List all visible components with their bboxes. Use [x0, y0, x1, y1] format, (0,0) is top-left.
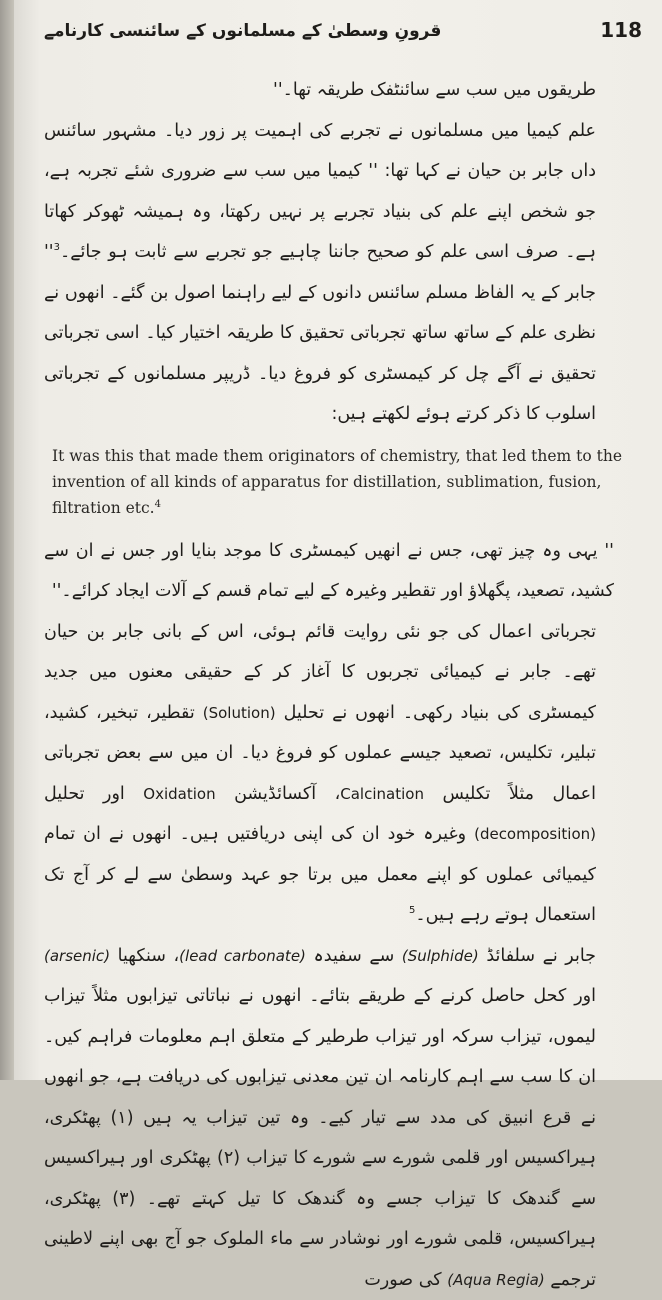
urdu-translation-quote: [44, 531, 640, 612]
paragraph-3-text-b: تقطیر، تبخیر، کشید، تبلیر، تکلیس، تصعید جیسے عملوں کو فروغ دیا۔ ان میں سے بعض تجرباتی اعمال مثلاً تکلیس: [44, 703, 596, 804]
paragraph-4: [44, 936, 640, 1300]
paragraph-3-text-e: وغیرہ خود ان کی اپنی دریافتیں ہیں۔ انھوں نے ان تمام کیمیائی عملوں کو اپنے معمل میں برتا جو عہد وسطیٰ سے لے کر آج تک استعمال ہوتے رہے ہیں۔: [44, 824, 596, 925]
book-page: [14, 0, 662, 1080]
term-arsenic: (arsenic): [44, 947, 110, 965]
term-decomposition: (decomposition): [474, 825, 596, 843]
term-sulphide: (Sulphide): [402, 947, 479, 965]
term-lead-carbonate: (lead carbonate): [179, 947, 306, 965]
paragraph-2: [44, 111, 640, 435]
paragraph-3-text-d: اور تحلیل: [44, 784, 125, 804]
footnote-ref-4: 4: [155, 498, 161, 509]
book-spine-shadow: [0, 0, 14, 1080]
paragraph-1-text: طریقوں میں سب سے سائنٹفک طریقہ تھا۔'': [273, 80, 596, 100]
term-oxidation: Oxidation: [143, 785, 215, 803]
paragraph-3-text-c: ، آکسائڈیشن: [234, 784, 340, 804]
term-aqua-regia: (Aqua Regia): [447, 1271, 545, 1289]
term-solution: (Solution): [203, 704, 276, 722]
paragraph-3-text-a: تجرباتی اعمال کی جو نئی روایت قائم ہوئی، اس کے بانی جابر بن حیان تھے۔ جابر نے کیمیائی تجربوں کا آغاز کر کے حقیقی معنوں میں جدید کیمسٹری کی بنیاد رکھی۔ انھوں نے تحلیل: [44, 622, 596, 723]
paragraph-3: [44, 612, 640, 936]
english-quote-text: It was this that made them originators of chemistry, that led them to the invention of all kinds of apparatus for distillation, sublimation, fusion, filtration etc.: [52, 447, 622, 517]
paragraph-4-text-d: اور کحل حاصل کرنے کے طریقے بتائے۔ انھوں نے نباتاتی تیزابوں مثلاً تیزاب لیموں، تیزاب سرکہ اور تیزاب طرطیر کے متعلق اہم معلومات فراہم کیں۔ ان کا سب سے اہم کارنامہ ان تین معدنی تیزابوں کی دریافت ہے، جو انھوں نے قرع انبیق کی مدد سے تیار کیے۔ وہ تین تیزاب یہ ہیں (۱) پھٹکری، ہیراکسیس اور قلمی شورے سے شورے کا تیزاب (۲) پھٹکری اور ہیراکسیس سے گندھک کا تیزاب جسے وہ گندھک کا تیل کہتے تھے۔ (۳) پھٹکری، ہیراکسیس، قلمی شورے اور نوشادر سے ماء الملوک جو آج بھی اپنے لاطینی ترجمے: [44, 986, 596, 1290]
paragraph-1-tail: [44, 70, 640, 111]
paragraph-2-text: علم کیمیا میں مسلمانوں نے تجربے کی اہمیت پر زور دیا۔ مشہور سائنس داں جابر بن حیان نے کہا تھا: '' کیمیا میں سب سے ضروری شئے تجربہ ہے، جو شخص اپنے علم کی بنیاد تجربے پر نہیں رکھتا، وہ ہمیشہ ٹھوکر کھاتا ہے۔ صرف اسی علم کو صحیح جاننا چاہیے جو تجربے سے ثابت ہو جائے۔: [44, 121, 596, 263]
paragraph-4-text-a: جابر نے سلفائڈ: [486, 946, 596, 966]
footnote-ref-3: 3: [54, 242, 60, 253]
english-quote: [52, 443, 640, 521]
paragraph-4-text-b: سے سفیدہ: [314, 946, 395, 966]
running-title: قرونِ وسطیٰ کے مسلمانوں کے سائنسی کارنامے: [44, 20, 441, 41]
page-body: [44, 70, 640, 1300]
paragraph-4-text-e: کی صورت: [364, 1270, 441, 1290]
paragraph-2-text-cont: '' جابر کے یہ الفاظ مسلم سائنس دانوں کے لیے راہنما اصول بن گئے۔ انھوں نے نظری علم کے ساتھ ساتھ تجرباتی تحقیق کا طریقہ اختیار کیا۔ اسی تجرباتی تحقیق نے آگے چل کر کیمسٹری کو فروغ دیا۔ ڈریپر مسلمانوں کے تجرباتی اسلوب کا ذکر کرتے ہوئے لکھتے ہیں:: [44, 242, 596, 424]
page-number: 118: [600, 18, 642, 42]
urdu-quote-text: '' یہی وہ چیز تھی، جس نے انھیں کیمسٹری کا موجد بنایا اور جس نے ان سے کشید، تصعید، پگھلاؤ اور تقطیر وغیرہ کے لیے تمام قسم کے آلات ایجاد کرائے۔'': [44, 541, 614, 602]
page-header: [44, 18, 642, 50]
footnote-ref-5: 5: [409, 905, 415, 916]
paragraph-4-text-c: ، سنکھیا: [118, 946, 180, 966]
term-calcination: Calcination: [340, 785, 424, 803]
